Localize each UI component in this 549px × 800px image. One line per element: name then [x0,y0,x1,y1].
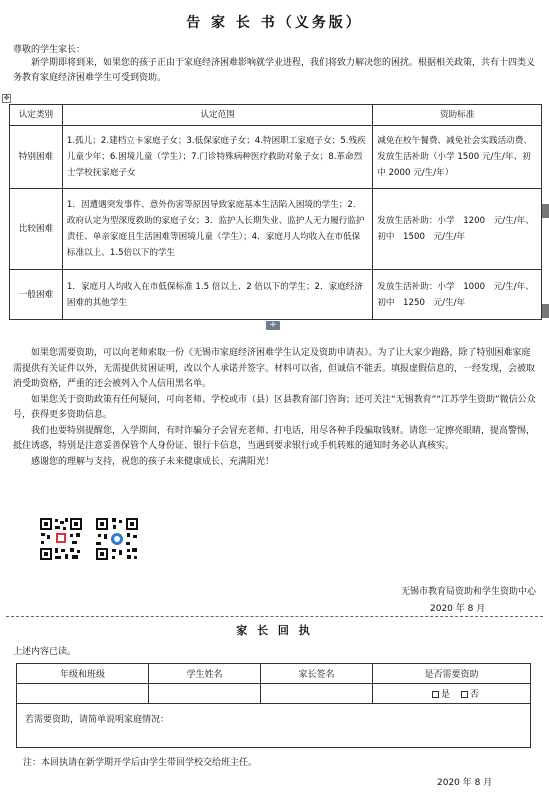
scroll-marker-icon[interactable] [542,204,549,218]
receipt-table [16,663,531,748]
cut-line-divider [6,616,543,617]
row-scope: 1．家庭月人均收入在市低保标准 1.5 倍以上、2 倍以下的学生；2．家庭经济困难的其他学生 [62,270,372,320]
family-situation-field[interactable] [17,704,531,748]
row-standard: 发放生活补助：小学 1200 元/生/年、初中 1500 元/生/年 [373,189,542,270]
parent-signature-field[interactable] [261,684,373,704]
table-move-handle-icon[interactable]: ✥ [3,94,10,102]
header-category: 认定类别 [10,105,63,126]
row-category: 特别困难 [10,126,63,189]
yes-checkbox[interactable] [432,691,439,698]
letter-title: 告 家 长 书（义务版） [186,15,363,31]
class-field[interactable] [17,684,149,704]
receipt-note: 注：本回执请在新学期开学后由学生带回学校交给班主任。 [23,758,258,768]
greeting: 尊敬的学生家长： [13,45,86,55]
receipt-header-need-aid: 是否需要资助 [373,664,531,684]
receipt-title: 家 长 回 执 [236,624,313,637]
student-name-field[interactable] [149,684,261,704]
family-situation-label: 若需要资助，请简单说明家庭情况： [25,715,170,725]
receipt-need-row [17,704,531,748]
qr-code-icon [94,516,140,562]
body-paragraph: 如果您需要资助，可以向老师索取一份《无锡市家庭经济困难学生认定及资助申请表》。为了让大家少跑路，除了特别困难家庭需提供有关证件以外，无需提供贫困证明，改以个人承诺并签字。材料可以省，但诚信不能丢。填报虚假信息的，一经发现，会被取消受助资格，严重的还会被列入个人信用黑名单。 [13,348,536,389]
row-standard: 发放生活补助：小学 1000 元/生/年、初中 1250 元/生/年 [373,270,542,320]
header-scope: 认定范围 [62,105,372,126]
receipt-header-row [17,664,531,684]
table-row [10,270,542,320]
table-header-row [10,105,542,126]
scroll-marker-icon[interactable] [542,304,549,318]
receipt-header-class: 年级和班级 [17,664,149,684]
row-category: 一般困难 [10,270,63,320]
qr-code-icon [38,516,84,562]
signature-date: 2020 年 8 月 [430,604,486,614]
receipt-header-student: 学生姓名 [149,664,261,684]
body-paragraph: 如果您关于资助政策有任何疑问，可向老师、学校或市（县）区县教育部门咨询；还可关注“无锡教育”“江苏学生资助”微信公众号，获得更多资助信息。 [13,394,536,420]
aid-category-table [9,104,542,320]
row-standard: 减免在校午餐费、减免社会实践活动费、发放生活补助（小学 1500 元/生/年、初中 2000 元/生/年） [373,126,542,189]
no-label: 否 [469,690,479,700]
intro-paragraph: 新学期即将到来，如果您的孩子正由于家庭经济困难影响就学业进程，我们将致力解决您的困扰。根据相关政策，共有十四类义务教育家庭经济困难学生可受到资助。 [13,58,536,83]
receipt-acknowledgement: 上述内容已读。 [13,647,77,657]
row-category: 比较困难 [10,189,63,270]
receipt-date: 2020 年 8 月 [437,778,493,788]
header-standard: 资助标准 [373,105,542,126]
table-row [10,126,542,189]
receipt-input-row [17,684,531,704]
yes-label: 是 [441,690,451,700]
need-aid-options [373,684,531,704]
body-paragraph: 我们也要特别提醒您，入学期间，有时诈骗分子会冒充老师、打电话，用尽各种手段骗取钱财。请您一定擦亮眼睛，提高警惕，抵住诱惑，特别是注意妥善保管个人身份证、银行卡信息，当遇到要求银行或手机转账的通知时务必认真核实。 [13,425,536,451]
receipt-header-parent: 家长签名 [261,664,373,684]
no-checkbox[interactable] [461,691,468,698]
letter-body [13,346,539,470]
add-row-icon[interactable]: + [266,321,280,330]
qr-codes [38,516,140,562]
table-row [10,189,542,270]
row-scope: 1．因遭遇突发事件、意外伤害等原因导致家庭基本生活陷入困境的学生；2．政府认定为型深度救助的家庭子女；3．监护人长期失业、监护人无力履行监护责任、单亲家庭且生活困难等困境儿童（学生）；4．家庭月人均收入在市低保标准以上、1.5倍以下的学生 [62,189,372,270]
signature-org: 无锡市教育局资助和学生资助中心 [400,587,536,597]
body-paragraph: 感谢您的理解与支持，祝您的孩子未来健康成长、充满阳光！ [31,456,275,467]
row-scope: 1.孤儿；2.建档立卡家庭子女；3.低保家庭子女；4.特困职工家庭子女；5.残疾儿童少年；6.困境儿童（学生）；7.门诊特殊病种医疗救助对象子女；8.革命烈士学校抚家庭子女 [62,126,372,189]
